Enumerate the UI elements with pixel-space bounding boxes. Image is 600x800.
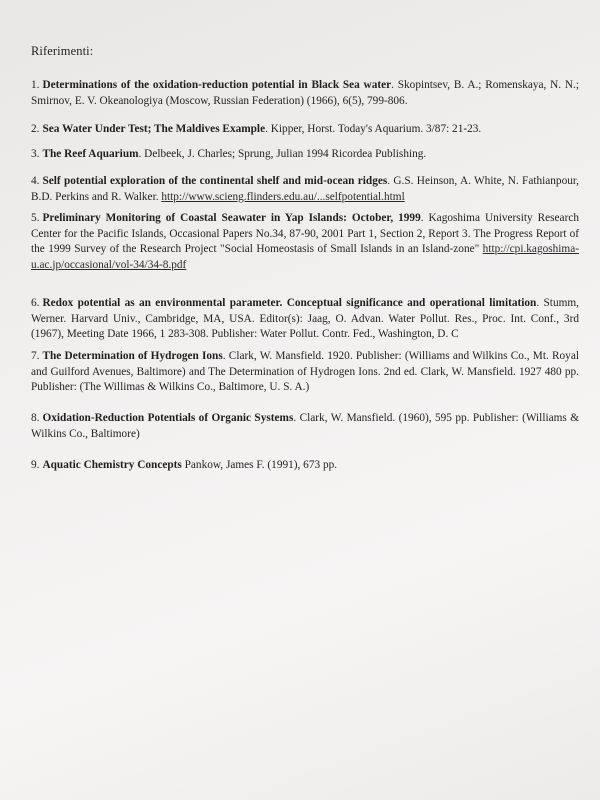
reference-number: 7. xyxy=(31,350,40,362)
reference-details: Pankow, James F. (1991), 673 pp. xyxy=(181,459,338,471)
reference-item xyxy=(31,296,579,343)
reference-number: 9. xyxy=(31,459,40,471)
reference-details: . Kagoshima University Research Center for the Pacific Islands, Occasional Papers No.34, 87-90, 2001 Part 1, Section 2, Report 3. The Progress Report of the 1999 Survey of the Research Project "Social Homeostasis of Small Islands in an Island-zone" xyxy=(31,212,579,255)
reference-details: . G.S. Heinson, A. White, N. Fathianpour, B.D. Perkins and R. Walker. xyxy=(31,175,579,203)
reference-title: Aquatic Chemistry Concepts xyxy=(42,459,182,471)
reference-number: 3. xyxy=(31,148,40,160)
reference-number: 4. xyxy=(31,175,40,187)
reference-details: . Delbeek, J. Charles; Sprung, Julian 1994 Ricordea Publishing. xyxy=(138,148,427,160)
reference-title: Self potential exploration of the continental shelf and mid-ocean ridges xyxy=(42,175,388,187)
reference-details: . Skopintsev, B. A.; Romenskaya, N. N.; Smirnov, E. V. Okeanologiya (Moscow, Russian Federation) (1966), 6(5), 799-806. xyxy=(31,79,579,107)
reference-details: . Clark, W. Mansfield. 1920. Publisher: (Williams and Wilkins Co., Mt. Royal and Guilford Avenues, Baltimore) and The Determination of Hydrogen Ions. 2nd ed. Clark, W. Mansfield. 1927 480 pp. Publisher: (The Willimas & Wilkins Co., Baltimore, U. S. A.) xyxy=(31,350,579,393)
reference-title: Redox potential as an environmental parameter. Conceptual significance and operational limitation xyxy=(42,297,537,309)
reference-link[interactable]: http://cpi.kagoshima-u.ac.jp/occasional/vol-34/34-8.pdf xyxy=(31,243,579,271)
reference-item xyxy=(31,411,579,442)
reference-number: 1. xyxy=(31,79,40,91)
reference-number: 6. xyxy=(31,297,40,309)
reference-number: 5. xyxy=(31,212,40,224)
reference-details: . Clark, W. Mansfield. (1960), 595 pp. Publisher: (Williams & Wilkins Co., Baltimore) xyxy=(31,412,579,440)
reference-details: . Stumm, Werner. Harvard Univ., Cambridge, MA, USA. Editor(s): Jaag, O. Advan. Water Pollut. Res., Proc. Int. Conf., 3rd (1967), Meeting Date 1966, 1 283-308. Publisher: Water Pollut. Contr. Fed., Washington, D. C xyxy=(31,297,579,340)
reference-item xyxy=(31,349,579,396)
reference-item xyxy=(31,78,579,109)
reference-item xyxy=(31,458,579,474)
reference-title: Preliminary Monitoring of Coastal Seawater in Yap Islands: October, 1999 xyxy=(42,212,421,224)
reference-details: . Kipper, Horst. Today's Aquarium. 3/87: 21-23. xyxy=(265,123,482,135)
reference-title: The Determination of Hydrogen Ions xyxy=(42,350,223,362)
reference-item xyxy=(31,122,579,138)
reference-number: 2. xyxy=(31,123,40,135)
reference-number: 8. xyxy=(31,412,40,424)
reference-title: Oxidation-Reduction Potentials of Organic Systems xyxy=(42,412,294,424)
references-heading: Riferimenti: xyxy=(31,44,94,58)
reference-title: The Reef Aquarium xyxy=(42,148,139,160)
reference-title: Determinations of the oxidation-reduction potential in Black Sea water xyxy=(42,79,392,91)
reference-title: Sea Water Under Test; The Maldives Example xyxy=(42,123,266,135)
reference-link[interactable]: http://www.scieng.flinders.edu.au/...selfpotential.html xyxy=(161,190,405,203)
reference-item xyxy=(31,211,579,273)
reference-item xyxy=(31,147,579,163)
reference-item xyxy=(31,174,579,205)
